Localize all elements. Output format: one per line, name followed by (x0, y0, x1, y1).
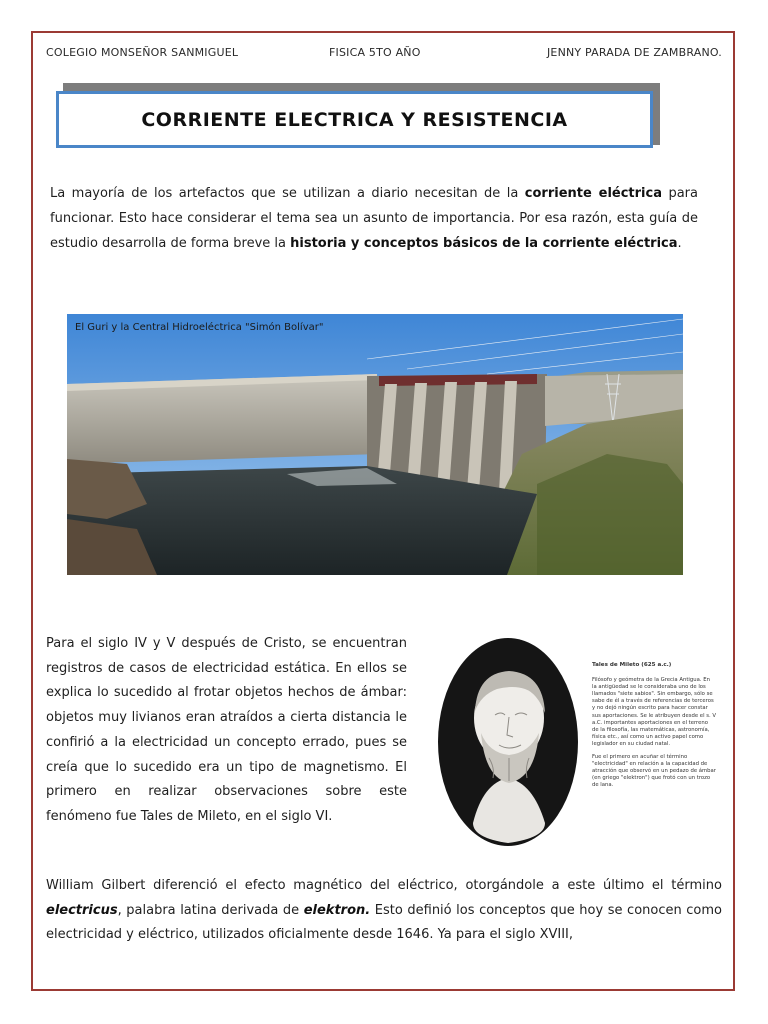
school-name: COLEGIO MONSEÑOR SANMIGUEL (46, 46, 239, 59)
intro-text-2: para funcionar. Esto hace considerar el tema sea un asunto de importancia. Por esa razón, esta guía de estudio desarrolla de forma breve la (50, 186, 698, 251)
sidebar-paragraph-2: Fue el primero en acuñar el término "electricidad" en relación a la capacidad de atracción que observó en un pedazo de ámbar (en griego "elektron") que frotó con un trozo de lana. (592, 754, 716, 789)
gilbert-text-3: Esto definió los conceptos que hoy se conocen como electricidad y eléctrico, utilizados oficialmente desde 1646. Ya para el siglo XVIII, (46, 902, 723, 942)
intro-bold-1: corriente eléctrica (524, 186, 662, 201)
author-name: JENNY PARADA DE ZAMBRANO. (546, 46, 722, 59)
intro-text-1: La mayoría de los artefactos que se utilizan a diario necesitan de la (50, 186, 525, 201)
history-paragraph: Para el siglo IV y V después de Cristo, se encuentran registros de casos de electricidad estática. En ellos se explica lo sucedido al frotar objetos hechos de ámbar: objetos muy livianos eran atraídos a cierta distancia le confirió a la electricidad un concepto errado, pues se creía que lo sucedido era un tipo de magnetismo. El primero en realizar observaciones sobre este fenómeno fue Tales de Mileto, en el siglo VI. (46, 636, 407, 824)
sidebar-title: Tales de Mileto (625 a.c.) (592, 662, 672, 668)
subject-name: FISICA 5TO AÑO (329, 46, 421, 59)
thales-sidebar (592, 662, 716, 796)
photo-caption: El Guri y la Central Hidroeléctrica "Simón Bolívar" (75, 322, 324, 333)
thales-portrait (433, 633, 583, 851)
gilbert-text-2: , palabra latina derivada de (117, 902, 304, 918)
intro-bold-2: historia y conceptos básicos de la corriente eléctrica (290, 236, 678, 251)
gilbert-term-electricus: electricus (46, 902, 118, 918)
sidebar-paragraph-1: Filósofo y geómetra de la Grecia Antigua. En la antigüedad se le consideraba uno de los llamados "siete sabios". Sin embargo, sólo se sabe de él a través de referencias de terceros y no dejó ningún escrito para hacer constar sus aportaciones. Se le atribuyen desde el s. V a.C. importantes aportaciones en el terreno de la filosofía, las matemáticas, astronomía, física etc., así como un activo papel como legislador en su ciudad natal. (592, 677, 716, 747)
gilbert-paragraph (46, 874, 722, 948)
intro-paragraph (50, 181, 698, 256)
dam-photo (67, 314, 683, 575)
page-header (46, 46, 722, 64)
gilbert-text-1: William Gilbert diferenció el efecto magnético del eléctrico, otorgándole a este último el término (46, 878, 722, 893)
page-title: CORRIENTE ELECTRICA Y RESISTENCIA (56, 91, 653, 148)
gilbert-term-elektron: elektron. (303, 902, 371, 918)
intro-text-3: . (677, 236, 682, 251)
